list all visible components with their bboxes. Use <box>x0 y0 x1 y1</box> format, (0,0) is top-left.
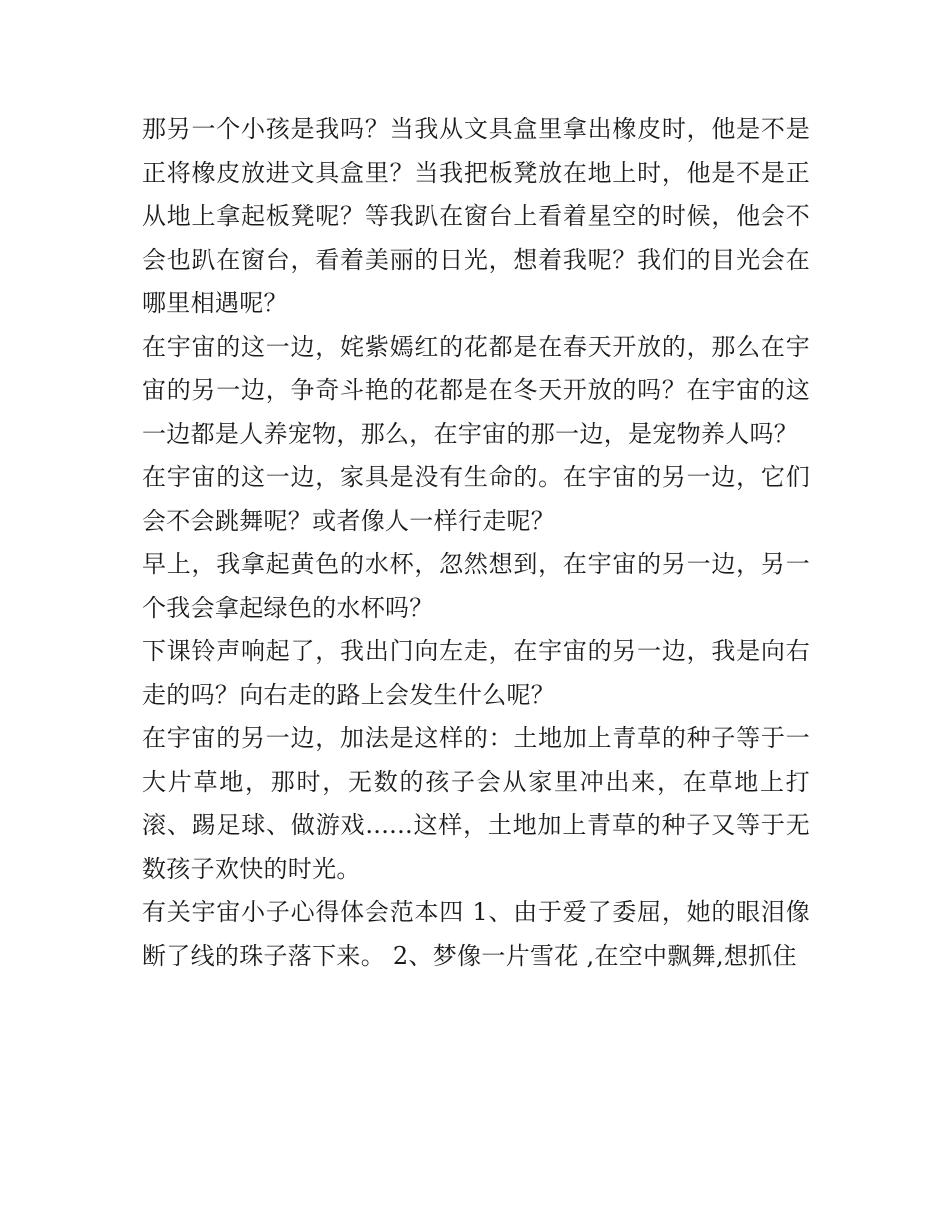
paragraph-other-child: 那另一个小孩是我吗？当我从文具盒里拿出橡皮时，他是不是正将橡皮放进文具盒里？当我把板凳放在地上时，他是不是正从地上拿起板凳呢？等我趴在窗台上看着星空的时候，他会不会也趴在窗台，看着美丽的日光，想着我呢？我们的目光会在哪里相遇呢？ <box>142 115 810 317</box>
document-body <box>142 108 810 978</box>
paragraph-addition: 在宇宙的另一边，加法是这样的：土地加上青草的种子等于一大片草地，那时，无数的孩子会从家里冲出来，在草地上打滚、踢足球、做游戏......这样，土地加上青草的种子又等于无数孩子欢快的时光。 <box>142 724 810 883</box>
paragraph-sample-four: 有关宇宙小子心得体会范本四 1、由于爱了委屈，她的眼泪像断了线的珠子落下来。 2、梦像一片雪花 ,在空中飘舞,想抓住 <box>142 898 810 970</box>
paragraph-flowers-pets: 在宇宙的这一边，姹紫嫣红的花都是在春天开放的，那么在宇宙的另一边，争奇斗艳的花都是在冬天开放的吗？在宇宙的这一边都是人养宠物，那么，在宇宙的那一边，是宠物养人吗？ <box>142 332 810 448</box>
paragraph-water-cup: 早上，我拿起黄色的水杯，忽然想到，在宇宙的另一边，另一个我会拿起绿色的水杯吗？ <box>142 550 810 622</box>
paragraph-furniture: 在宇宙的这一边，家具是没有生命的。在宇宙的另一边，它们会不会跳舞呢？或者像人一样行走呢？ <box>142 463 810 535</box>
paragraph-bell: 下课铃声响起了，我出门向左走，在宇宙的另一边，我是向右走的吗？向右走的路上会发生什么呢？ <box>142 637 810 709</box>
